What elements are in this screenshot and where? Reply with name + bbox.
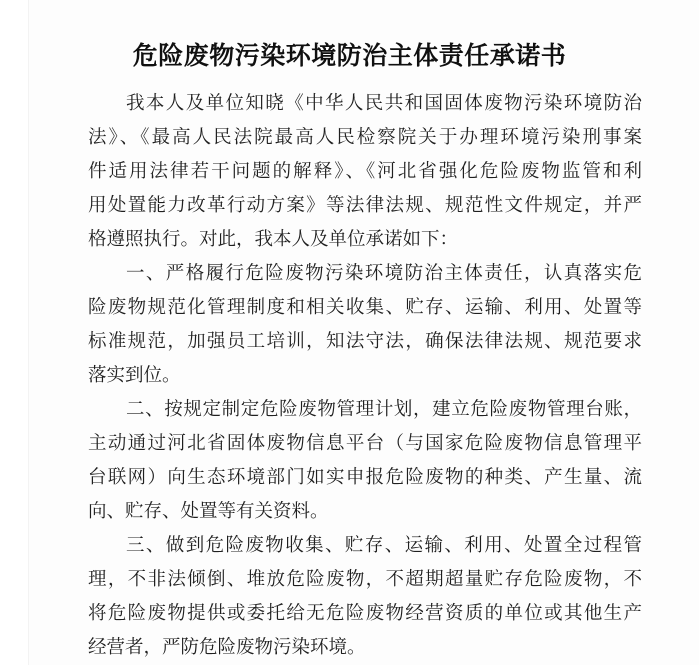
body-line: 三、做到危险废物收集、贮存、运输、利用、处置全过程管 [126,536,642,556]
body-line: 经营者，严防危险废物污染环境。 [88,638,366,658]
body-line: 一、严格履行危险废物污染环境防治主体责任，认真落实危 [126,264,642,284]
body-line: 台联网）向生态环境部门如实申报危险废物的种类、产生量、流 [88,468,642,488]
body-line: 落实到位。 [88,366,181,386]
paragraph [88,87,642,257]
body-line: 理，不非法倾倒、堆放危险废物，不超期超量贮存危险废物，不 [88,570,642,590]
paper-edge [0,0,29,665]
paragraph [88,393,642,529]
body-line: 向、贮存、处置等有关资料。 [88,502,329,522]
body-line: 格遵照执行。对此，我本人及单位承诺如下： [88,230,459,250]
body-line: 件适用法律若干问题的解释》、《河北省强化危险废物监管和利 [88,162,642,182]
body-line: 我本人及单位知晓《中华人民共和国固体废物污染环境防治 [126,94,642,114]
paragraph [88,257,642,393]
body-line: 主动通过河北省固体废物信息平台（与国家危险废物信息管理平 [88,434,642,454]
document-body [88,87,642,665]
body-line: 标准规范，加强员工培训，知法守法，确保法律法规、规范要求 [88,332,642,352]
body-line: 法》、《最高人民法院最高人民检察院关于办理环境污染刑事案 [88,128,642,148]
document-title: 危险废物污染环境防治主体责任承诺书 [132,41,567,70]
paragraph [88,529,642,665]
body-line: 二、按规定制定危险废物管理计划，建立危险废物管理台账， [126,400,642,420]
body-line: 用处置能力改革行动方案》等法律法规、规范性文件规定，并严 [88,196,642,216]
body-line: 将危险废物提供或委托给无危险废物经营资质的单位或其他生产 [88,604,642,624]
body-line: 险废物规范化管理制度和相关收集、贮存、运输、利用、处置等 [88,298,642,318]
